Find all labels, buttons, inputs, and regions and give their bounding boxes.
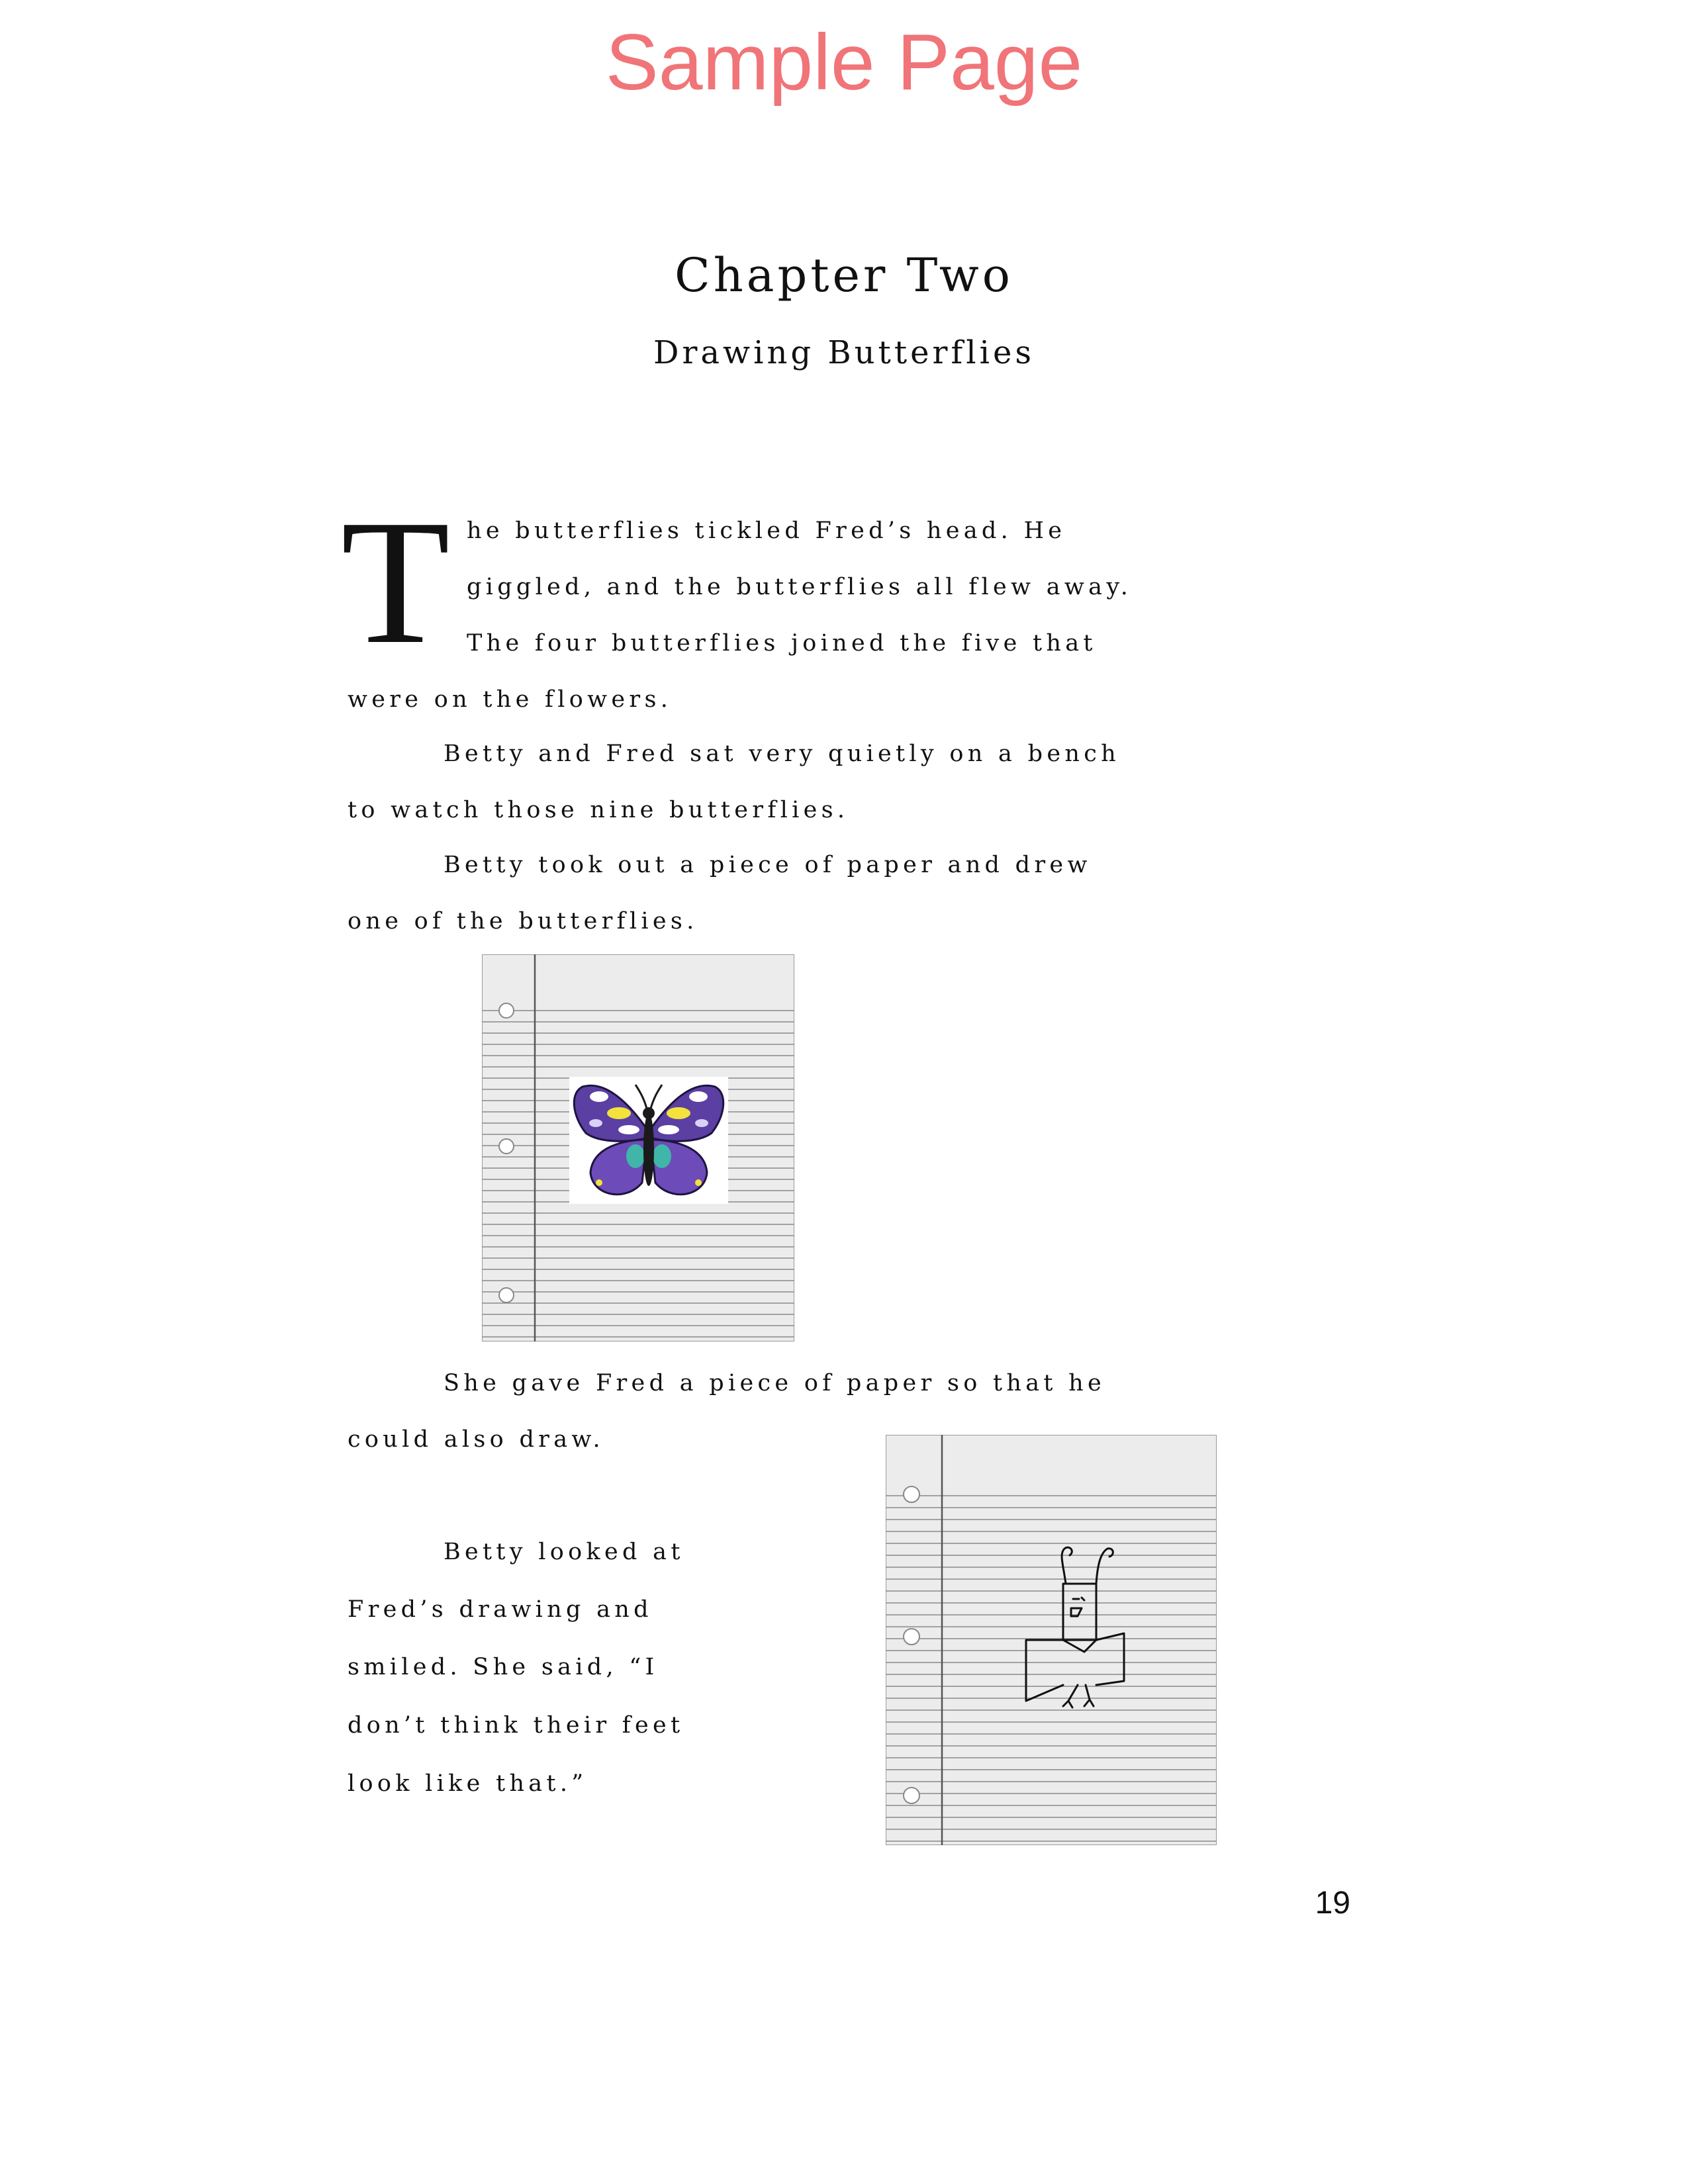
chapter-subtitle: Drawing Butterflies: [653, 334, 1035, 371]
paragraph-2-line-1: Betty and Fred sat very quietly on a bench: [444, 741, 1120, 767]
paragraph-3-line-2: one of the butterflies.: [348, 908, 698, 934]
paragraph-4-line-1: She gave Fred a piece of paper so that he: [444, 1370, 1106, 1396]
binder-hole: [499, 1288, 514, 1302]
drop-cap: T: [341, 483, 450, 681]
notebook-paper-with-butterfly-drawing: [482, 954, 794, 1342]
paragraph-2-line-2: to watch those nine butterflies.: [348, 797, 849, 823]
paragraph-5-line-2: Fred’s drawing and: [348, 1596, 653, 1623]
binder-hole: [904, 1788, 919, 1803]
paragraph-5-line-3: smiled. She said, “I: [348, 1654, 659, 1680]
binder-hole: [499, 1003, 514, 1018]
paragraph-1-line-3: The four butterflies joined the five that: [467, 630, 1097, 657]
paragraph-3-line-1: Betty took out a piece of paper and drew: [444, 852, 1092, 878]
notebook-paper-with-freds-drawing: [886, 1435, 1217, 1845]
paragraph-5-line-5: look like that.”: [348, 1770, 588, 1797]
paragraph-1-line-2: giggled, and the butterflies all flew away.: [467, 574, 1133, 600]
paragraph-1-line-1: he butterflies tickled Fred’s head. He: [467, 518, 1066, 544]
paragraph-5-line-1: Betty looked at: [444, 1539, 684, 1565]
paragraph-1-line-4: were on the flowers.: [348, 686, 673, 713]
binder-hole: [499, 1139, 514, 1154]
paragraph-4-line-2: could also draw.: [348, 1426, 604, 1453]
binder-hole: [904, 1486, 919, 1502]
butterfly-illustration: [569, 1077, 728, 1204]
paragraph-5-line-4: don’t think their feet: [348, 1712, 684, 1739]
binder-hole: [904, 1629, 919, 1645]
page-number: 19: [1315, 1886, 1350, 1921]
chapter-title: Chapter Two: [675, 248, 1013, 302]
sample-page-watermark: Sample Page: [605, 18, 1083, 107]
